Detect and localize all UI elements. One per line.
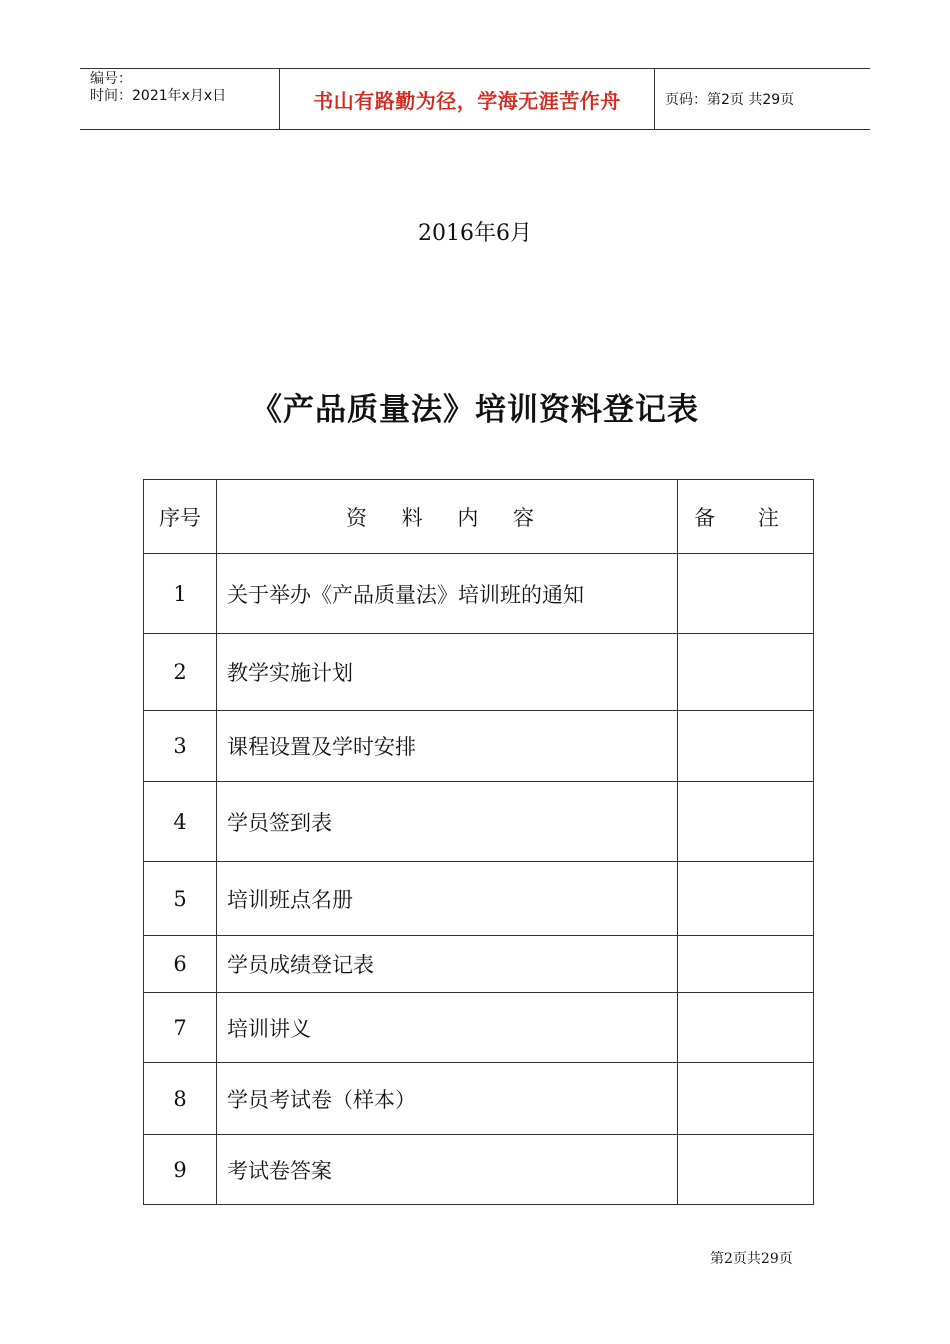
row-no: 3: [144, 711, 217, 782]
table-row: [144, 1063, 814, 1135]
table-row: [144, 936, 814, 993]
row-no: 9: [144, 1135, 217, 1205]
table-row: [144, 634, 814, 711]
row-no: 8: [144, 1063, 217, 1135]
row-note: [678, 634, 814, 711]
table-row: [144, 1135, 814, 1205]
row-note: [678, 1135, 814, 1205]
row-note: [678, 862, 814, 936]
table-row: [144, 554, 814, 634]
row-content: 培训讲义: [217, 993, 678, 1063]
row-content: 培训班点名册: [217, 862, 678, 936]
page-footer: 第2页共29页: [710, 1251, 793, 1267]
row-note: [678, 1063, 814, 1135]
table-row: [144, 711, 814, 782]
row-content: 学员签到表: [217, 782, 678, 862]
row-note: [678, 936, 814, 993]
row-content: 学员考试卷（样本）: [217, 1063, 678, 1135]
header-meta: [80, 69, 280, 129]
row-no: 7: [144, 993, 217, 1063]
header-note: 备 注: [678, 480, 814, 554]
row-note: [678, 993, 814, 1063]
row-no: 4: [144, 782, 217, 862]
document-date: 2016年6月: [418, 221, 532, 246]
row-content: 考试卷答案: [217, 1135, 678, 1205]
row-no: 1: [144, 554, 217, 634]
row-content: 学员成绩登记表: [217, 936, 678, 993]
row-note: [678, 711, 814, 782]
header-motto: 书山有路勤为径，学海无涯苦作舟: [280, 69, 655, 129]
header-page-label: 页码：第2页 共29页: [665, 92, 795, 108]
row-no: 2: [144, 634, 217, 711]
table-header-row: [144, 480, 814, 554]
table-row: [144, 782, 814, 862]
row-note: [678, 782, 814, 862]
table-row: [144, 993, 814, 1063]
row-content: 课程设置及学时安排: [217, 711, 678, 782]
header-content: 资 料 内 容: [217, 480, 678, 554]
row-content: 教学实施计划: [217, 634, 678, 711]
document-title: 《产品质量法》培训资料登记表: [251, 392, 699, 428]
time-label: 时间：2021年x月x日: [90, 88, 227, 104]
page-header: [80, 68, 870, 130]
row-no: 6: [144, 936, 217, 993]
row-note: [678, 554, 814, 634]
registration-table: [143, 479, 814, 1205]
row-no: 5: [144, 862, 217, 936]
serial-label: 编号：: [90, 71, 132, 87]
header-no: 序号: [144, 480, 217, 554]
table-row: [144, 862, 814, 936]
row-content: 关于举办《产品质量法》培训班的通知: [217, 554, 678, 634]
